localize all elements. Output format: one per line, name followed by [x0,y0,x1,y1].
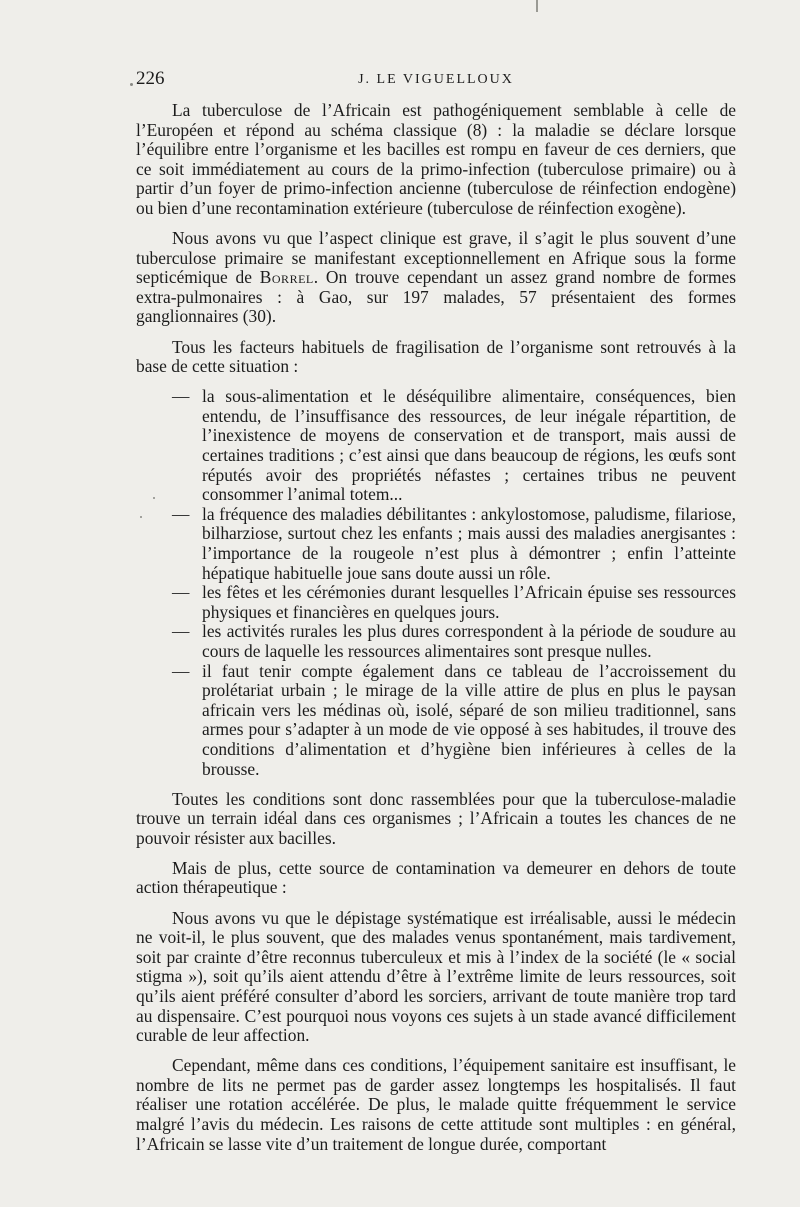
list-item-text: la fréquence des maladies débilitantes : ankylostomose, paludisme, filariose, bilharziose, surtout chez les enfants ; mais aussi des maladies anergisantes : l’importance de la rougeole n’est plus à démontrer ; enfin l’atteinte hépatique habituelle joue sans doute aussi un rôle. [202,503,736,583]
paragraph-5: Mais de plus, cette source de contamination va demeurer en dehors de toute action thérapeutique : [136,857,736,898]
list-item [136,583,736,622]
paragraph-1: La tuberculose de l’Africain est pathogéniquement semblable à celle de l’Européen et répond au schéma classique (8) : la maladie se déclare lorsque l’équilibre entre l’organisme et les bacilles est rompu en faveur de ces derniers, que ce soit immédiatement au cours de la primo-infection (tuberculose primaire) ou à partir d’un foyer de primo-infection ancienne (tuberculose de réinfection endogène) ou bien d’une recontamination extérieure (tuberculose de réinfection exogène). [136,100,736,218]
list-item-text: la sous-alimentation et le déséquilibre alimentaire, conséquences, bien entendu, de l’insuffisance des ressources, de leur inégale répartition, de l’inexistence de moyens de conservation et de transport, mais aussi de certaines traditions ; c’est ainsi que dans beaucoup de régions, les œufs sont réputés avoir des propriétés néfastes ; certaines tribus ne peuvent consommer l’animal totem... [202,386,736,505]
page-header [136,68,736,94]
list-item-text: les activités rurales les plus dures correspondent à la période de soudure au cours de laquelle les ressources alimentaires sont presque nulles. [202,621,736,661]
author-name-borrel: Borrel [259,267,314,288]
dash-bullet: — [172,660,190,681]
page-number: 226 [136,68,165,89]
running-head: J. LE VIGUELLOUX [358,72,514,87]
list-item [136,622,736,661]
paragraph-4: Toutes les conditions sont donc rassemblées pour que la tuberculose-maladie trouve un terrain idéal dans ces organismes ; l’Africain a toutes les chances de ne pouvoir résister aux bacilles. [136,788,736,848]
scan-speck [153,497,155,499]
dash-bullet: — [172,621,190,642]
scan-speck [140,516,142,518]
list-item [136,387,736,505]
dash-bullet: — [172,386,190,407]
paragraph-2-part-b: . On trouve cependant un assez grand nombre de formes extra-pulmonaires : à Gao, sur 197 malades, 57 présentaient des formes ganglionnaires (30). [136,267,737,327]
list-item [136,505,736,583]
body-text [136,101,736,1165]
dash-bullet: — [172,503,190,524]
paragraph-6: Nous avons vu que le dépistage systématique est irréalisable, aussi le médecin ne voit-il, le plus souvent, que des malades venus spontanément, mais tardivement, soit par crainte d’être reconnus tuberculeux et mis à l’index de la société (le « social stigma »), soit qu’ils aient attendu d’être à l’extrême limite de leurs ressources, soit qu’ils aient préféré consulter d’abord les sorciers, arrivant de toute manière trop tard au dispensaire. C’est pourquoi nous voyons ces sujets à un stade avancé difficilement curable de leur affection. [136,907,736,1046]
scan-speck [130,83,133,86]
page-fold-mark [536,0,538,12]
list-item-text: il faut tenir compte également dans ce tableau de l’accroissement du prolétariat urbain ; le mirage de la ville attire de plus en plus le paysan africain vers les médinas où, isolé, séparé de son milieu traditionnel, sans armes pour s’adapter à un mode de vie opposé à ses habitudes, il trouve des conditions d’alimentation et d’hygiène bien inférieures à celles de la brousse. [202,660,736,779]
list-item [136,662,736,780]
paragraph-3: Tous les facteurs habituels de fragilisation de l’organisme sont retrouvés à la base de cette situation : [136,336,736,377]
paragraph-7: Cependant, même dans ces conditions, l’équipement sanitaire est insuffisant, le nombre de lits ne permet pas de garder assez longtemps les hospitalisés. Il faut réaliser une rotation accélérée. De plus, le malade quitte fréquemment le service malgré l’avis du médecin. Les raisons de cette attitude sont multiples : en général, l’Africain se lasse vite d’un traitement de longue durée, comportant [136,1055,736,1154]
dash-bullet: — [172,582,190,603]
paragraph-2 [136,229,736,327]
list-item-text: les fêtes et les cérémonies durant lesquelles l’Africain épuise ses ressources physiques et financières en quelques jours. [202,582,736,622]
paragraph-2-part-a: Nous avons vu que l’aspect clinique est grave, il s’agit le plus souvent d’une tuberculose primaire se manifestant exceptionnellement en Afrique sous la forme septicémique de [136,228,736,288]
factor-list [136,387,736,779]
